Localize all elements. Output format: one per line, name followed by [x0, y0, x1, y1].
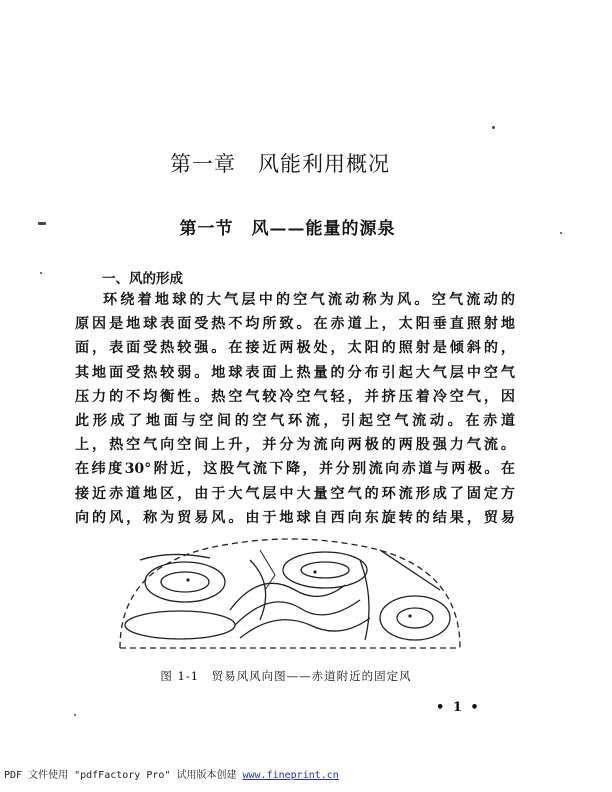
body-line: 接近赤道地区，由于大气层中大量空气的环流形成了固定方 — [75, 485, 515, 502]
trade-wind-diagram — [110, 530, 470, 660]
scan-speck — [74, 714, 76, 716]
body-line: 面，表面受热较强。在接近两极处，太阳的照射是倾斜的， — [75, 340, 515, 357]
body-line: 上，热空气向空间上升，并分为流向两极的两股强力气流。 — [75, 437, 515, 454]
body-paragraph — [75, 288, 515, 530]
body-line: 向的风，称为贸易风。由于地球自西向东旋转的结果，贸易 — [75, 509, 515, 526]
section-title: 第一节 风——能量的源泉 — [179, 219, 396, 239]
chapter-title: 第一章 风能利用概况 — [170, 152, 390, 176]
scan-speck — [560, 232, 562, 234]
page-number: • 1 • — [436, 700, 481, 715]
pdf-watermark-footer — [4, 766, 339, 781]
watermark-text: PDF 文件使用 "pdfFactory Pro" 试用版本创建 — [4, 770, 243, 781]
body-line: 原因是地球表面受热不均所致。在赤道上，太阳垂直照射地 — [75, 316, 515, 333]
watermark-link[interactable]: www.fineprint.cn — [242, 770, 339, 781]
figure-caption: 图 1-1 贸易风风向图——赤道附近的固定风 — [160, 669, 412, 683]
scan-speck — [38, 222, 46, 225]
body-line: 压力的不均衡性。热空气较冷空气轻，并挤压着冷空气，因 — [75, 388, 515, 405]
body-line: 此形成了地面与空间的空气环流，引起空气流动。在赤道 — [75, 412, 515, 429]
body-line: 在纬度30°附近，这股气流下降，并分别流向赤道与两极。在 — [75, 461, 515, 478]
scan-speck — [40, 272, 42, 274]
scan-speck — [492, 126, 495, 129]
body-line: 其地面受热较弱。地球表面上热量的分布引起大气层中空气 — [75, 364, 515, 381]
body-line: 环绕着地球的大气层中的空气流动称为风。空气流动的 — [103, 292, 515, 308]
subsection-title: 一、风的形成 — [102, 271, 183, 287]
